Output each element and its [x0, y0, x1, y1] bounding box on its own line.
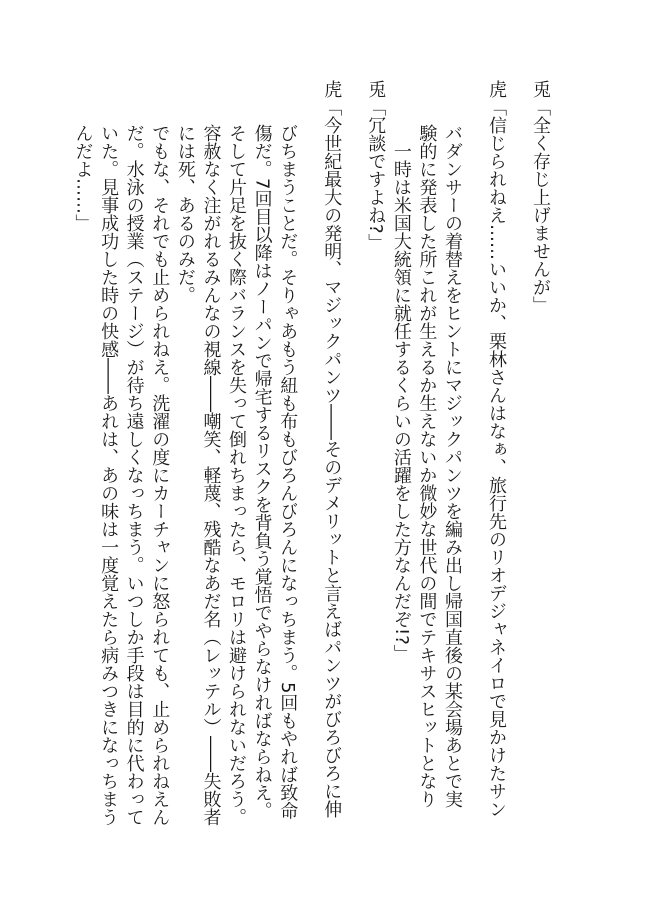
line-text: には死、あるのみだ。 — [174, 124, 196, 304]
continuation-line — [70, 80, 96, 840]
line-text: びちまうことだ。そりゃあもう紐も布もびろんびろんになっちまう。5回もやれば致命 — [277, 124, 299, 820]
line-text: バダンサーの着替えをヒントにマジックパンツを編み出し帰国直後の某会場あとで実 — [442, 124, 463, 808]
line-text: 一時は米国大統領に就任するくらいの活躍をした方なんだぞ!?」 — [390, 142, 412, 663]
speaker-label: 兎 — [530, 80, 551, 98]
continuation-line — [223, 80, 249, 840]
line-text: そして片足を抜く際バランスを失って倒れちまったら、モロリは避けられないだろう。 — [226, 124, 248, 826]
speaker-label: 兎 — [365, 80, 387, 98]
continuation-line — [249, 80, 275, 840]
line-text: んだよ……」 — [72, 124, 94, 232]
continuation-line — [198, 80, 224, 840]
speaker-label: 虎 — [486, 80, 507, 98]
line-text: 「今世紀最大の発明、マジックパンツ――そのデメリットと言えばパンツがびろびろに伸 — [321, 98, 343, 818]
continuation-line — [121, 80, 147, 840]
dialogue-line — [509, 80, 553, 840]
line-text: でもな、それでも止められねえ。洗濯の度にカーチャンに怒られても、止められねえん — [149, 124, 171, 826]
line-text: 「全く存じ上げませんが」 — [530, 98, 551, 314]
line-text: 容赦なく注がれるみんなの視線――嘲笑、軽蔑、残酷なあだ名（レッテル）――失敗者 — [200, 124, 222, 826]
dialogue-line — [465, 80, 509, 840]
continuation-line — [95, 80, 121, 840]
dialogue-line — [300, 80, 344, 840]
continuation-line — [147, 80, 173, 840]
dialogue-line — [344, 80, 388, 840]
continuation-line — [388, 80, 414, 840]
speaker-label: 虎 — [321, 80, 343, 98]
line-text: 験的に発表した所これが生えるか生えないか微妙な世代の間でテキサスヒットとなり — [416, 124, 438, 808]
line-text: 「信じられねえ……いいか、栗林さんはなぁ、旅行先のリオデジャネイロで見かけたサン — [486, 98, 507, 818]
line-text: 「冗談ですよね?」 — [365, 98, 387, 252]
continuation-line — [414, 80, 440, 840]
continuation-line — [172, 80, 198, 840]
vertical-text-body — [70, 80, 553, 840]
line-text: 傷だ。7回目以降はノーパンで帰宅するリスクを背負う覚悟でやらなければならねえ。 — [251, 124, 273, 820]
continuation-line — [275, 80, 301, 840]
line-text: だ。水泳の授業（ステージ）が待ち遠しくなっちまう。いつしか手段は目的に代わって — [123, 124, 145, 826]
continuation-line — [439, 80, 465, 840]
line-text: いた。見事成功した時の快感――あれは、あの味は一度覚えたら病みつきになっちまう — [98, 124, 120, 826]
